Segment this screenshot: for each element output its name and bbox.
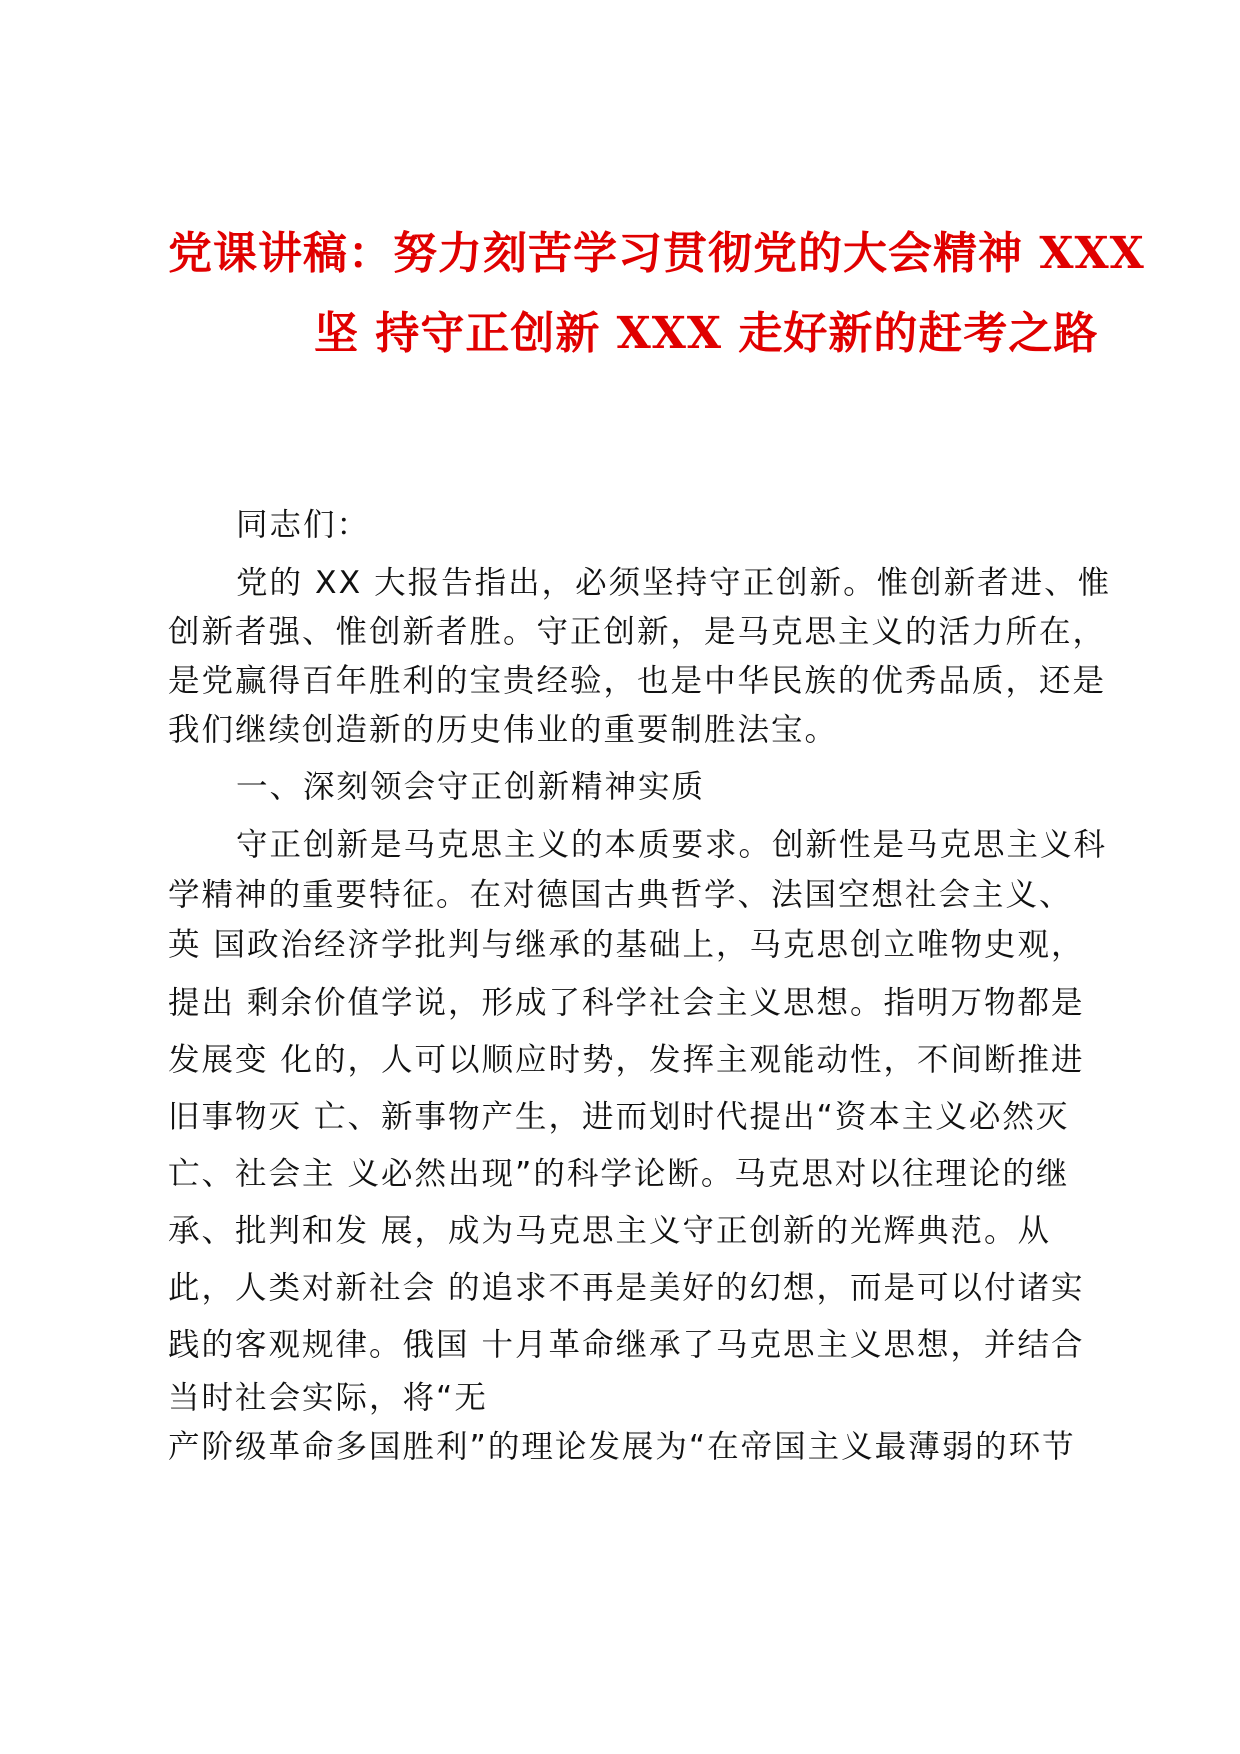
salutation: 同志们：: [236, 507, 371, 543]
title-line-2: 坚 持守正创新 XXX 走好新的赶考之路: [314, 308, 1099, 359]
paragraph-line: 创新者强、惟创新者胜。守正创新，是马克思主义的活力所在，: [168, 614, 1107, 650]
paragraph-line: 党的 XX 大报告指出，必须坚持守正创新。惟创新者进、惟: [236, 565, 1112, 601]
paragraph-line: 学精神的重要特征。在对德国古典哲学、法国空想社会主义、: [168, 877, 1073, 913]
section-heading: 一、深刻领会守正创新精神实质: [236, 769, 706, 805]
title-line-1: 党课讲稿：努力刻苦学习贯彻党的大会精神 XXX: [168, 228, 1145, 279]
paragraph-line: 旧事物灭 亡、新事物产生，进而划时代提出“资本主义必然灭: [168, 1099, 1070, 1135]
paragraph-line: 是党赢得百年胜利的宝贵经验，也是中华民族的优秀品质，还是: [168, 663, 1107, 699]
paragraph-line: 践的客观规律。俄国 十月革命继承了马克思主义思想，并结合: [168, 1327, 1085, 1363]
paragraph-line: 承、批判和发 展，成为马克思主义守正创新的光辉典范。从: [168, 1213, 1052, 1249]
paragraph-line: 提出 剩余价值学说，形成了科学社会主义思想。指明万物都是: [168, 985, 1085, 1021]
paragraph-line: 发展变 化的，人可以顺应时势，发挥主观能动性，不间断推进: [168, 1042, 1085, 1078]
paragraph-line: 亡、社会主 义必然出现”的科学论断。马克思对以往理论的继: [168, 1156, 1070, 1192]
paragraph-line: 此，人类对新社会 的追求不再是美好的幻想，而是可以付诸实: [168, 1270, 1085, 1306]
paragraph-line: 英 国政治经济学批判与继承的基础上，马克思创立唯物史观，: [168, 927, 1085, 963]
paragraph-line: 守正创新是马克思主义的本质要求。创新性是马克思主义科: [236, 827, 1108, 863]
paragraph-line: 产阶级革命多国胜利”的理论发展为“在帝国主义最薄弱的环节: [168, 1429, 1076, 1465]
paragraph-line: 当时社会实际，将“无: [168, 1380, 488, 1416]
paragraph-line: 我们继续创造新的历史伟业的重要制胜法宝。: [168, 712, 839, 748]
